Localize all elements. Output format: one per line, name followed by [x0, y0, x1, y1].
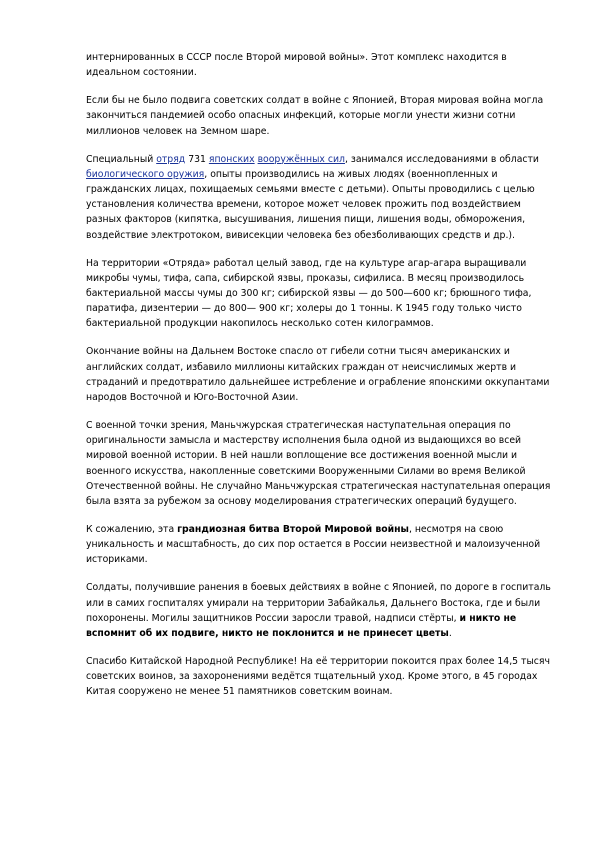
- document-body: [86, 50, 551, 712]
- text-run: Специальный: [86, 153, 157, 165]
- paragraph-p4: [86, 256, 551, 332]
- text-run: 731: [185, 153, 209, 165]
- text-run: .: [448, 628, 452, 640]
- hyperlink[interactable]: вооружённых сил: [257, 153, 345, 165]
- paragraph-p3: [86, 152, 551, 243]
- bold-text: и никто не вспомнит об их подвиге, никто не поклонится и не принесет цветы: [86, 612, 517, 640]
- paragraph-p7: [86, 522, 551, 568]
- hyperlink[interactable]: отряд: [156, 153, 186, 165]
- text-run: , опыты производились на живых людях (военнопленных и гражданских лицах, похищаемых семьями вместе с детьми). Опыты проводились с целью установления количества времени, которое может человек прожить под воздействием разных факторов (кипятка, высушивания, лишения пищи, лишения воды, обморожения, воздействие электротоком, вивисекции человека без обезболивающих средств и др.).: [86, 168, 535, 241]
- paragraph-p5: [86, 344, 551, 405]
- paragraph-p9: [86, 654, 551, 700]
- text-run: , занимался исследованиями в области: [344, 153, 539, 165]
- bold-text: грандиозная битва Второй Мировой войны: [177, 524, 409, 536]
- text-run: Солдаты, получившие ранения в боевых действиях в войне с Японией, по дороге в госпиталь или в самих госпиталях умирали на территории Забайкалья, Дальнего Востока, где и были похоронены. Могилы защитников России заросли травой, надписи стёрты,: [86, 582, 551, 624]
- text-run: Окончание войны на Дальнем Востоке спасло от гибели сотни тысяч американских и английских солдат, избавило миллионы китайских граждан от неисчислимых жертв и страданий и предотвратило дальнейшее истребление и ограбление японскими оккупантами народов Восточной и Юго-Восточной Азии.: [86, 346, 550, 404]
- paragraph-p6: [86, 418, 551, 509]
- paragraph-p2: [86, 93, 551, 139]
- paragraph-p8: [86, 580, 551, 641]
- text-run: На территории «Отряда» работал целый завод, где на культуре агар-агара выращивали микробы чумы, тифа, сапа, сибирской язвы, проказы, сифилиса. В месяц производилось бактериальной массы чумы до 300 кг; сибирской язвы — до 500—600 кг; брюшного тифа, паратифа, дизентерии — до 800— 900 кг; холеры до 1 тонны. К 1945 году только чисто бактериальной продукции накопилось несколько сотен килограммов.: [86, 257, 532, 330]
- text-run: Если бы не было подвига советских солдат в войне с Японией, Вторая мировая война могла закончиться пандемией особо опасных инфекций, которые могли унести жизни сотни миллионов человек на Земном шаре.: [86, 95, 544, 137]
- hyperlink[interactable]: биологического оружия: [86, 168, 205, 180]
- paragraph-p1: [86, 50, 551, 80]
- text-run: интернированных в СССР после Второй мировой войны». Этот комплекс находится в идеальном состоянии.: [86, 52, 507, 79]
- text-run: С военной точки зрения, Маньчжурская стратегическая наступательная операция по оригинальности замысла и мастерству исполнения была одной из выдающихся во всей мировой военной истории. В ней нашли воплощение все достижения военной мысли и военного искусства, накопленные советскими Вооруженными Силами во время Великой Отечественной войны. Не случайно Маньчжурская стратегическая наступательная операция была взята за рубежом за основу моделирования стратегических операций будущего.: [86, 420, 551, 508]
- text-run: , несмотря на свою уникальность и масштабность, до сих пор остается в России неизвестной и малоизученной историками.: [86, 524, 541, 566]
- text-run: Спасибо Китайской Народной Республике! На её территории покоится прах более 14,5 тысяч советских воинов, за захоронениями ведётся тщательный уход. Кроме этого, в 45 городах Китая сооружено не менее 51 памятников советским воинам.: [86, 656, 550, 698]
- hyperlink[interactable]: японских: [208, 153, 255, 165]
- text-run: К сожалению, эта: [86, 524, 178, 536]
